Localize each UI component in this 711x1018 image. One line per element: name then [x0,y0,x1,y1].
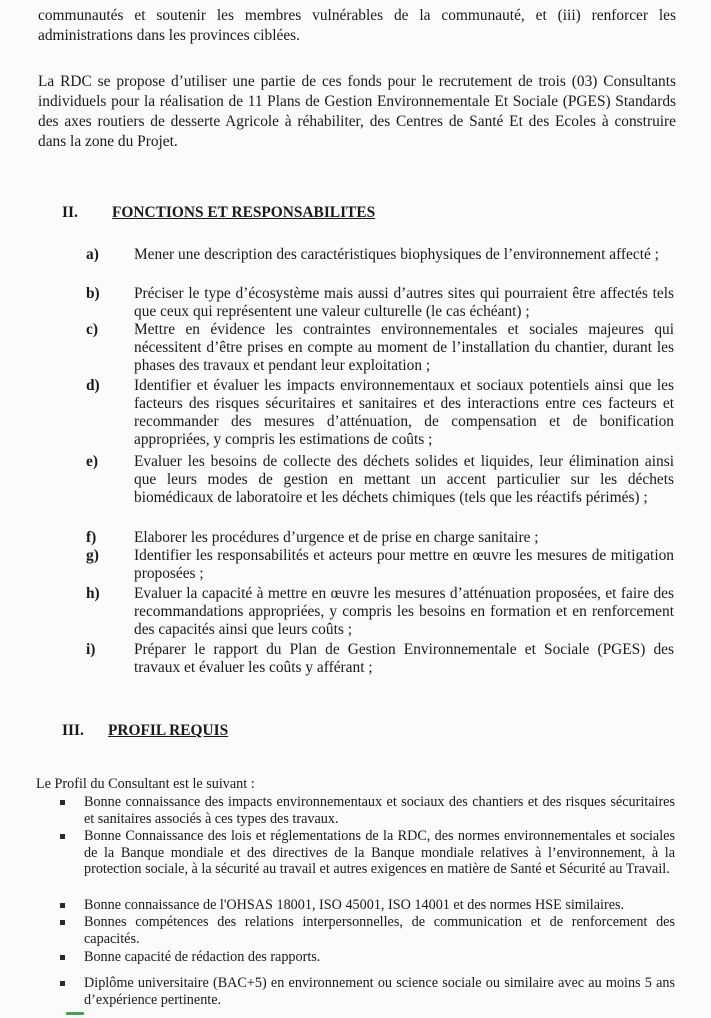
item-letter: a) [86,246,99,263]
bullet-icon [60,920,65,925]
item-text: Evaluer les besoins de collecte des déchets solides et liquides, leur élimination ainsi que leurs modes de gestion en mettant un accent particulier sur les déchets biomédicaux de laboratoire et les déchets chimiques (tels que les réactifs périmés) ; [134,453,674,506]
green-mark [66,1012,84,1015]
bullet-icon [60,834,65,839]
section-3-number: III. [62,722,84,739]
item-text: Identifier et évaluer les impacts environnementaux et sociaux potentiels ainsi que les facteurs des risques sécuritaires et sanitaires et des interactions entre ces facteurs et recommander des mesures d’atténuation, de compensation et de bonification appropriées, y compris les estimations de coûts ; [134,377,674,448]
rdc-paragraph: La RDC se propose d’utiliser une partie de ces fonds pour le recrutement de trois (03) Consultants individuels pour la réalisation de 11 Plans de Gestion Environnementale Et Sociale (PGES) Standards des axes routiers de desserte Agricole à réhabiliter, des Centres de Santé Et des Ecoles à construire dans la zone du Projet. [38,73,676,150]
bullet-text: Bonne connaissance des impacts environnementaux et sociaux des chantiers et des risques sécuritaires et sanitaires associés à ces types des travaux. [84,794,675,827]
item-letter: f) [86,529,97,546]
item-letter: h) [86,585,100,602]
item-text: Préparer le rapport du Plan de Gestion Environnementale et Sociale (PGES) des travaux et évaluer les coûts y afférant ; [134,641,674,676]
bullet-icon [60,903,65,908]
item-text: Mener une description des caractéristiques biophysiques de l’environnement affecté ; [134,246,659,263]
item-letter: b) [86,285,100,302]
section-2-title: FONCTIONS ET RESPONSABILITES [112,204,376,221]
bullet-icon [60,955,65,960]
bullet-icon [60,981,65,986]
item-letter: g) [86,547,99,564]
item-letter: e) [86,453,98,470]
bullet-text: Bonnes compétences des relations interpersonnelles, de communication et de renforcement des capacités. [84,914,675,947]
bullet-icon [60,800,65,805]
item-text: Identifier les responsabilités et acteurs pour mettre en œuvre les mesures de mitigation proposées ; [134,547,674,582]
item-letter: i) [86,641,96,658]
profile-intro: Le Profil du Consultant est le suivant : [36,776,255,792]
item-text: Elaborer les procédures d’urgence et de prise en charge sanitaire ; [134,529,539,546]
item-text: Evaluer la capacité à mettre en œuvre les mesures d’atténuation proposées, et faire des recommandations appropriées, y compris les besoins en formation et en renforcement des capacités ainsi que leurs coûts ; [134,585,674,638]
bullet-text: Diplôme universitaire (BAC+5) en environnement ou science sociale ou similaire avec au moins 5 ans d’expérience pertinente. [84,975,675,1008]
bullet-text: Bonne capacité de rédaction des rapports. [84,949,321,965]
item-text: Mettre en évidence les contraintes environnementales et sociales majeures qui nécessitent d’être prises en compte au moment de l’installation du chantier, durant les phases des travaux et pendant leur exploitation ; [134,321,674,374]
section-2-number: II. [62,204,78,221]
section-3-title: PROFIL REQUIS [108,722,229,739]
top-paragraph: communautés et soutenir les membres vulnérables de la communauté, et (iii) renforcer les administrations dans les provinces ciblées. [38,7,676,44]
item-letter: c) [86,321,98,338]
item-text: Préciser le type d’écosystème mais aussi d’autres sites qui pourraient être affectés tels que ceux qui représentent une valeur culturelle (le cas échéant) ; [134,285,674,320]
bullet-text: Bonne connaissance de l'OHSAS 18001, ISO 45001, ISO 14001 et des normes HSE similaires. [84,897,625,913]
bullet-text: Bonne Connaissance des lois et réglementations de la RDC, des normes environnementales et sociales de la Banque mondiale et des directives de la Banque mondiale relatives à l’environnement, à la protection sociale, à la sécurité au travail et autres exigences en matière de Santé et Sécurité au Travail. [84,828,675,877]
item-letter: d) [86,377,100,394]
